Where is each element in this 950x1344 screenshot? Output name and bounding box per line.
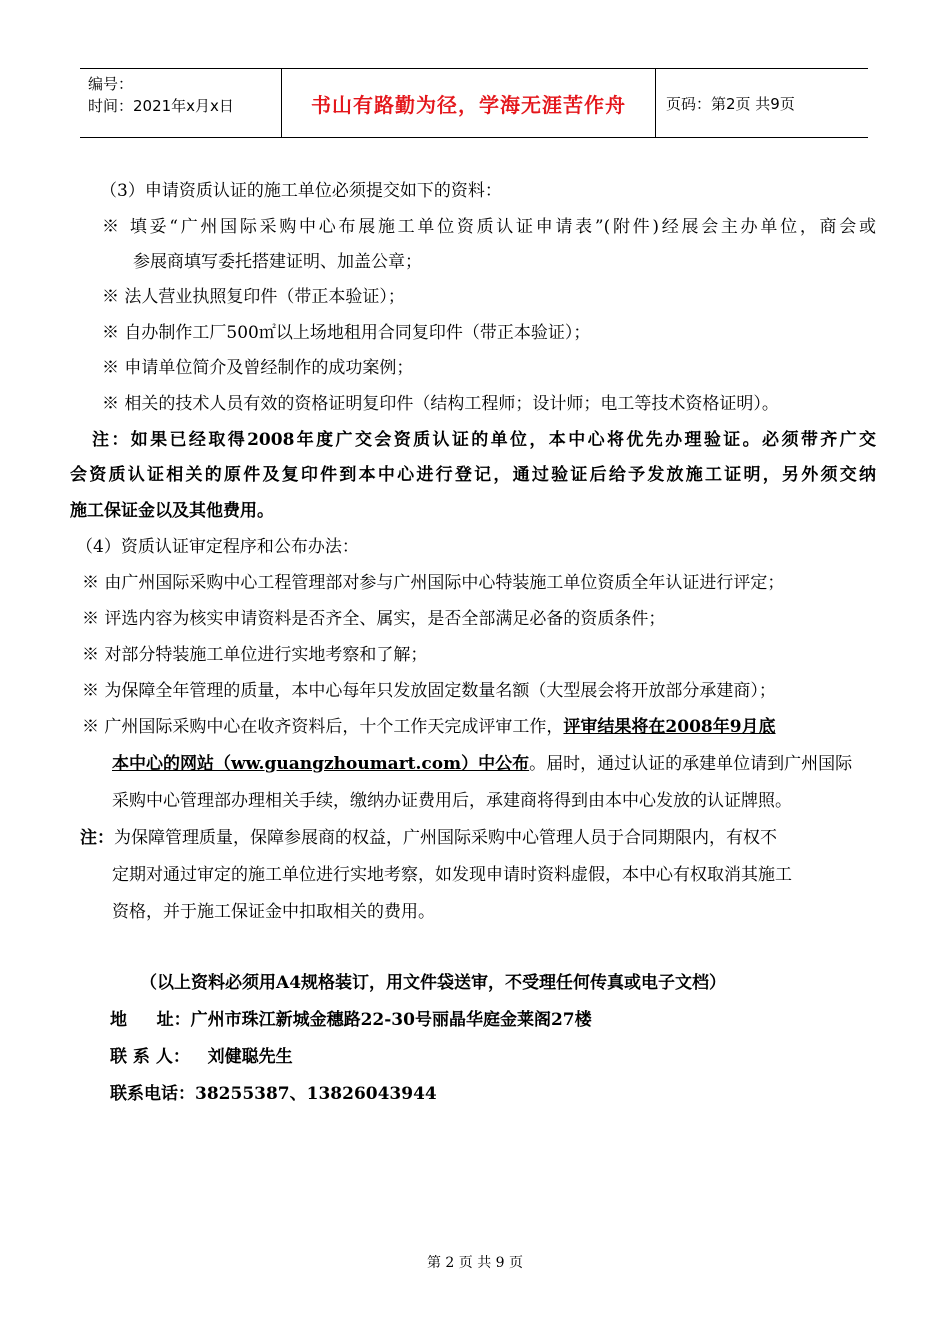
section3-item1-line1: ※ 填妥“广州国际采购中心布展施工单位资质认证申请表”(附件)经展会主办单位，商会或 [102, 217, 876, 237]
section3-item3: ※ 自办制作工厂500㎡以上场地租用合同复印件（带正本验证）； [102, 323, 591, 343]
time-label: 时间：2021年x月x日 [88, 97, 234, 115]
header-table [80, 68, 868, 138]
section3-item5: ※ 相关的技术人员有效的资格证明复印件（结构工程师；设计师；电工等技术资格证明）。 [102, 394, 779, 414]
section3-item4: ※ 申请单位简介及曾经制作的成功案例； [102, 358, 414, 378]
section4-item4: ※ 为保障全年管理的质量，本中心每年只发放固定数量名额（大型展会将开放部分承建商）； [82, 681, 776, 701]
section4-item5-line2 [112, 749, 852, 774]
section3-note-line2: 会资质认证相关的原件及复印件到本中心进行登记，通过验证后给予发放施工证明，另外须交纳 [70, 465, 876, 485]
section4-item2: ※ 评选内容为核实申请资料是否齐全、属实，是否全部满足必备的资质条件； [82, 609, 666, 629]
section4-item5-line2-text: 。届时，通过认证的承建单位请到广州国际 [529, 754, 853, 774]
note-label: 注： [80, 828, 114, 848]
contact-address: 地 址：广州市珠江新城金穗路22-30号丽晶华庭金莱阁27楼 [110, 1010, 592, 1030]
section4-title: （4）资质认证审定程序和公布办法： [76, 537, 359, 557]
section4-item5-line3: 采购中心管理部办理相关手续，缴纳办证费用后，承建商将得到由本中心发放的认证牌照。 [112, 791, 792, 811]
section4-item5-line1 [82, 712, 776, 737]
page-footer: 第 2 页 共 9 页 [426, 1255, 524, 1271]
section4-item3: ※ 对部分特装施工单位进行实地考察和了解； [82, 645, 428, 665]
website-publish-highlight: 本中心的网站（ww.guangzhoumart.com）中公布 [112, 754, 530, 774]
section4-note-line1 [80, 823, 777, 848]
section4-note-line3: 资格，并于施工保证金中扣取相关的费用。 [112, 902, 435, 922]
section3-item1-line2: 参展商填写委托搭建证明、加盖公章； [133, 252, 422, 272]
section3-title: （3）申请资质认证的施工单位必须提交如下的资料： [100, 181, 502, 201]
section3-item2: ※ 法人营业执照复印件（带正本验证）； [102, 287, 405, 307]
submission-notice: （以上资料必须用A4规格装订，用文件袋送审，不受理任何传真或电子文档） [140, 973, 727, 993]
review-result-highlight: 评审结果将在2008年9月底 [563, 717, 776, 737]
header-left-cell [80, 69, 282, 137]
contact-phone: 联系电话：38255387、13826043944 [110, 1084, 437, 1104]
section4-item1: ※ 由广州国际采购中心工程管理部对参与广州国际中心特装施工单位资质全年认证进行评定； [82, 573, 785, 593]
section3-note-line1: 注：如果已经取得2008年度广交会资质认证的单位，本中心将优先办理验证。必须带齐广交 [92, 430, 876, 450]
section4-item5-line1-text: ※ 广州国际采购中心在收齐资料后，十个工作天完成评审工作， [82, 717, 564, 737]
section4-note-line2: 定期对通过审定的施工单位进行实地考察，如发现申请时资料虚假，本中心有权取消其施工 [112, 865, 792, 885]
section4-note-text: 为保障管理质量，保障参展商的权益，广州国际采购中心管理人员于合同期限内，有权不 [114, 828, 777, 848]
header-motto: 书山有路勤为径，学海无涯苦作舟 [282, 69, 656, 137]
section3-note-line3: 施工保证金以及其他费用。 [70, 501, 274, 521]
header-page-code: 页码：第2页 共9页 [666, 94, 795, 113]
number-label: 编号： [88, 75, 134, 93]
contact-person: 联 系 人： 刘健聪先生 [110, 1047, 293, 1067]
